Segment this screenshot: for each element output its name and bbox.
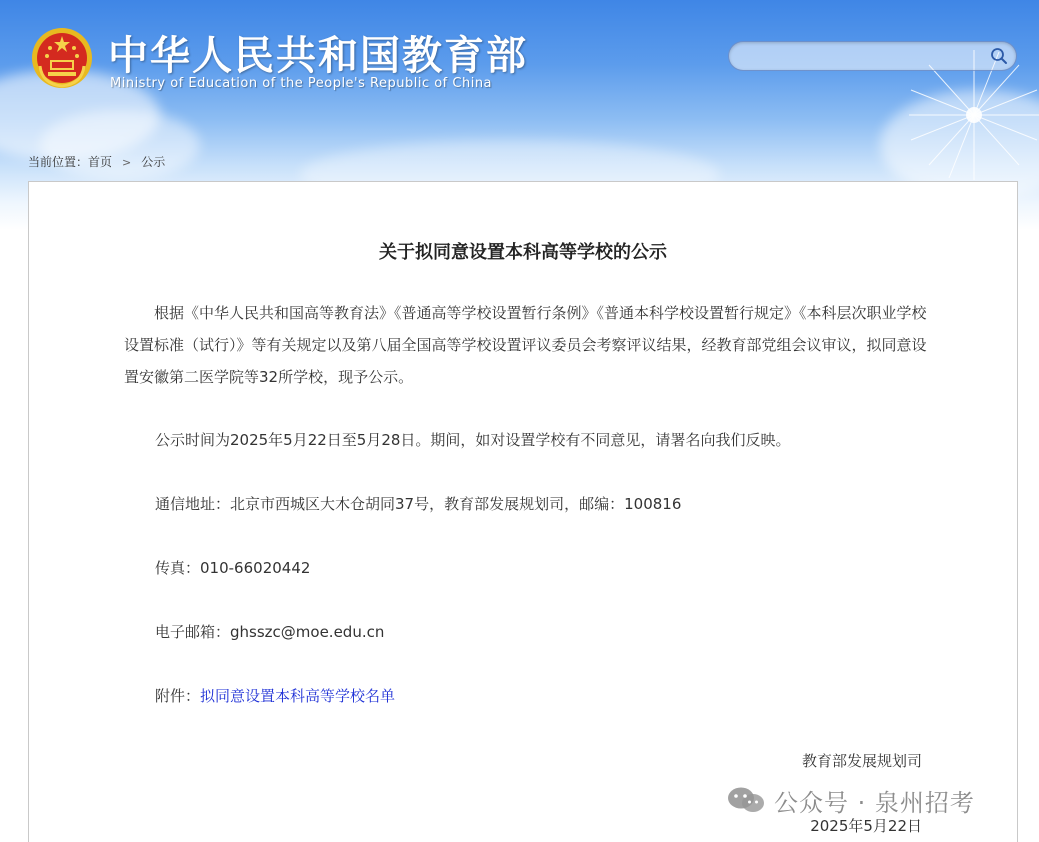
breadcrumb (28, 153, 165, 170)
document-paragraph-1: 根据《中华人民共和国高等教育法》《普通高等学校设置暂行条例》《普通本科学校设置暂行规定》《本科层次职业学校设置标准（试行）》等有关规定以及第八届全国高等学校设置评议委员会考察评议结果，经教育部党组会议审议，拟同意设置安徽第二医学院等32所学校，现予公示。 (124, 304, 927, 386)
article-panel (28, 181, 1018, 842)
search-input[interactable] (739, 46, 979, 66)
chevron-right-icon: > (122, 156, 132, 169)
address-line (155, 493, 681, 514)
search-box[interactable] (728, 41, 1017, 71)
fax-label: 传真： (155, 559, 201, 577)
site-title-en: Ministry of Education of the People's Republic of China (110, 76, 493, 91)
watermark-text: 公众号 · 泉州招考 (774, 788, 975, 817)
document-signer: 教育部发展规划司 (801, 752, 922, 770)
email-label: 电子邮箱： (155, 623, 231, 641)
attachment-line (155, 685, 395, 706)
wechat-icon (726, 785, 766, 815)
fax-value: 010-66020442 (200, 559, 311, 577)
breadcrumb-prefix: 当前位置： (28, 155, 89, 169)
breadcrumb-current-link[interactable]: 公示 (141, 155, 166, 169)
attachment-link[interactable]: 拟同意设置本科高等学校名单 (200, 687, 396, 705)
breadcrumb-home-link[interactable]: 首页 (88, 155, 113, 169)
document-date: 2025年5月22日 (810, 817, 922, 835)
email-value: ghsszc@moe.edu.cn (230, 623, 385, 641)
address-label: 通信地址： (155, 495, 231, 513)
wechat-watermark (726, 782, 975, 818)
fax-line (155, 557, 310, 578)
national-emblem-icon (30, 26, 94, 90)
attachment-label: 附件： (155, 687, 201, 705)
address-value: 北京市西城区大木仓胡同37号，教育部发展规划司，邮编：100816 (230, 495, 682, 513)
search-icon[interactable] (990, 47, 1008, 65)
email-line (155, 621, 384, 642)
site-title-cn[interactable]: 中华人民共和国教育部 (108, 33, 528, 79)
document-paragraph-2: 公示时间为2025年5月22日至5月28日。期间，如对设置学校有不同意见，请署名向我们反映。 (155, 431, 791, 449)
document-title: 关于拟同意设置本科高等学校的公示 (379, 242, 667, 263)
